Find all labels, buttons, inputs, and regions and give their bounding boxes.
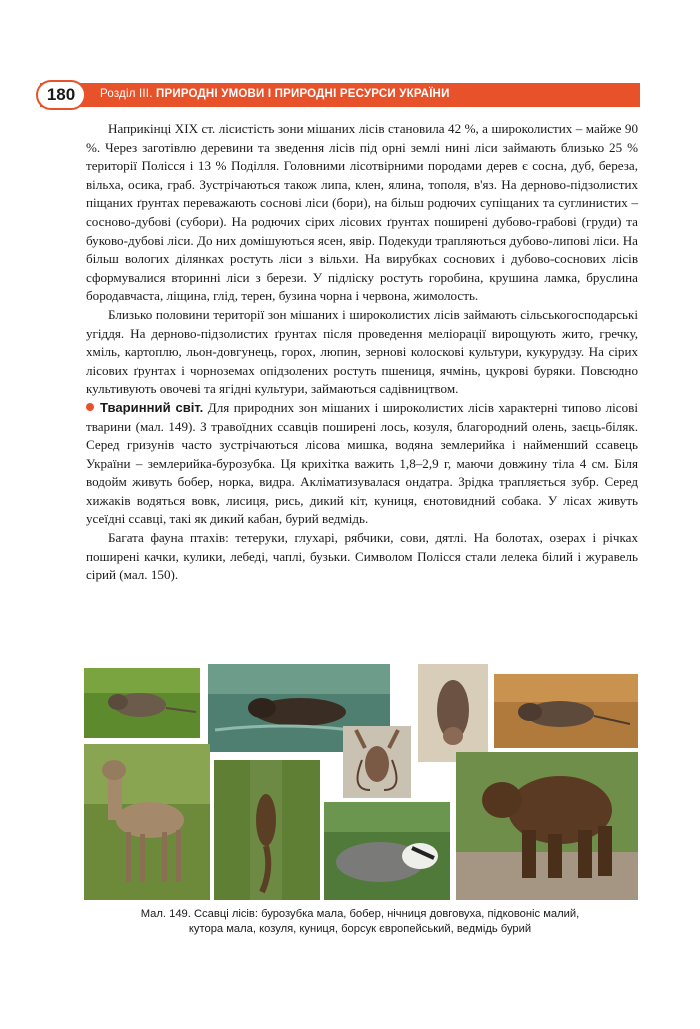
photo-water-shrew bbox=[494, 674, 638, 748]
section-label: Розділ ІІІ. bbox=[100, 88, 153, 100]
running-header bbox=[100, 88, 450, 100]
caption-line-1: Мал. 149. Ссавці лісів: бурозубка мала, бобер, нічниця довговуха, підковоніс малий, bbox=[140, 908, 580, 920]
section-heading: Тваринний світ. bbox=[100, 399, 204, 415]
photo-long-eared-bat bbox=[343, 726, 411, 798]
photo-shrew bbox=[84, 668, 200, 738]
photo-horseshoe-bat bbox=[418, 664, 488, 762]
body-text bbox=[86, 120, 638, 585]
caption-line-2: кутора мала, козуля, куниця, борсук європейський, ведмідь бурий bbox=[188, 923, 532, 935]
bullet-icon bbox=[86, 403, 94, 411]
figure-caption bbox=[80, 907, 640, 937]
photo-marten bbox=[214, 760, 320, 900]
photo-roe-deer bbox=[84, 744, 210, 900]
page-number: 180 bbox=[36, 80, 86, 110]
paragraph-fauna bbox=[86, 399, 638, 529]
photo-badger bbox=[324, 802, 450, 900]
paragraph-forests: Наприкінці XIX ст. лісистість зони мішаних лісів становила 42 %, а широколистих – майже 90 %. Через заготівлю деревини та зведення лісів під орні землі нині ліси займають близько 25 % території Полісся і 13 % Поділля. Головними лісотвірними породами дерев є сосна, дуб, береза, вільха, осика, граб. Зустрічаються також липа, клен, ялина, тополя, в'яз. На дерново-підзолистих піщаних ґрунтах переважають соснові ліси (бори), на більш родючих супіщаних та суглинистих – сосново-дубові (субори). На родючих сірих лісових ґрунтах поширені дубово-грабові (груди) та буково-дубові ліси. До них домішуються ясен, явір. Подекуди трапляються дубово-липові ліси. На більш вологих ділянках ростуть ліси з вільхи. На вирубках соснових і дубово-соснових лісів сформувалися вторинні ліси з берези. У підліску ростуть горобина, крушина ламка, бруслина бородавчаста, ліщина, глід, терен, бузина чорна і червона, жимолость. bbox=[86, 121, 638, 304]
photo-brown-bear bbox=[456, 752, 638, 900]
photo-beaver bbox=[208, 664, 390, 752]
section-title: ПРИРОДНІ УМОВИ І ПРИРОДНІ РЕСУРСИ УКРАЇНИ bbox=[156, 88, 450, 100]
paragraph-birds: Багата фауна птахів: тетеруки, глухарі, рябчики, сови, дятлі. На болотах, озерах і річках поширені качки, кулики, лебеді, чаплі, бузьки. Символом Полісся стали лелека білий і журавель сірий (мал. 150). bbox=[86, 530, 638, 583]
paragraph-agriculture: Близько половини території зон мішаних і широколистих лісів займають сільськогосподарські угіддя. На дерново-підзолистих ґрунтах після проведення меліорації вирощують жито, гречку, хміль, картоплю, льон-довгунець, горох, люпин, зернові колоскові культури, кукурудзу. На сірих лісових ґрунтах і чорноземах опідзолених ростуть пшениця, ячмінь, цукрові буряки. Повсюдно культивують овочеві та ягідні культури, займаються садівництвом. bbox=[86, 306, 638, 397]
paragraph-fauna-text: Для природних зон мішаних і широколистих лісів характерні типово лісові тварини (мал. 149). З травоїдних ссавців поширені лось, козуля, благородний олень, заєць-біляк. Серед гризунів часто зустрічаються лісова мишка, водяна землерийка і найменший ссавець України – землерийка-бурозубка. Ця крихітка важить 1,8–2,9 г, маючи довжину тіла 4 см. Біля водойм живуть бобер, норка, видра. Акліматизувалася ондатра. Зрідка трапляється зубр. Серед хижаків водяться вовк, лисиця, рись, дикий кіт, куниця, єнотовидний собака. У лісах живуть усеїдні ссавці, такі як дикий кабан, бурий ведмідь. bbox=[86, 399, 638, 527]
